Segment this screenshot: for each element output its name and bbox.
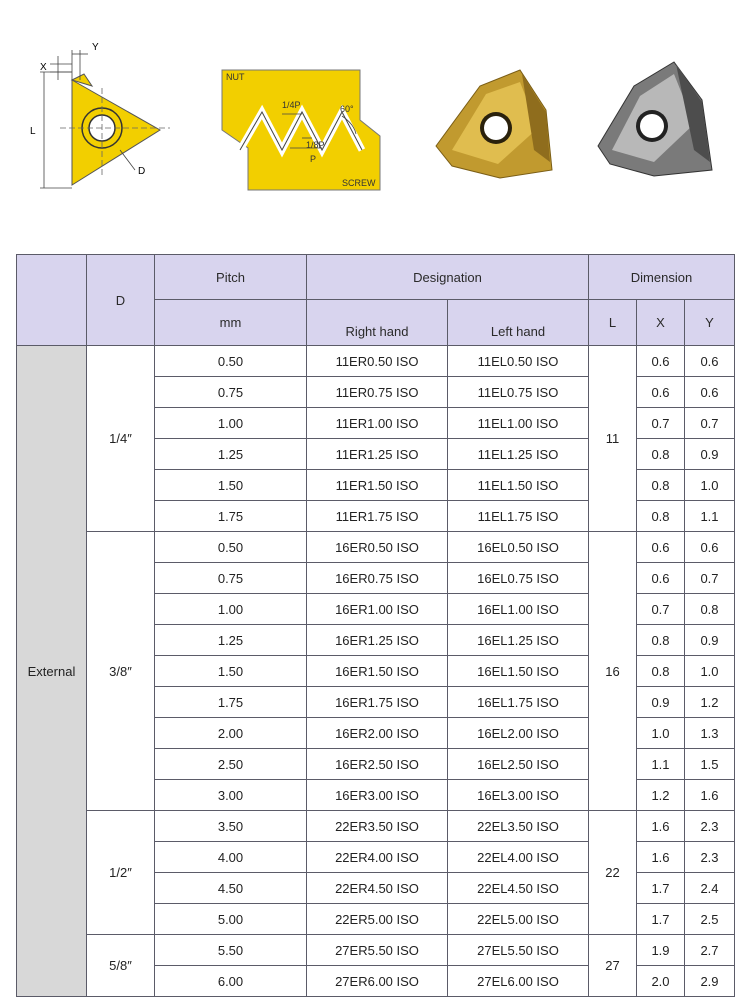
pitch-cell: 3.50 <box>155 811 307 842</box>
left-hand-cell: 11EL1.00 ISO <box>448 408 589 439</box>
right-hand-cell: 11ER1.25 ISO <box>307 439 448 470</box>
x-cell: 0.7 <box>637 594 685 625</box>
table-row <box>17 811 735 842</box>
left-hand-cell: 22EL4.00 ISO <box>448 842 589 873</box>
y-cell: 0.7 <box>685 563 735 594</box>
left-hand-cell: 16EL1.00 ISO <box>448 594 589 625</box>
left-hand-cell: 27EL6.00 ISO <box>448 966 589 997</box>
pitch-cell: 0.75 <box>155 563 307 594</box>
left-hand-cell: 11EL1.50 ISO <box>448 470 589 501</box>
angle-label: 60° <box>340 104 354 114</box>
y-cell: 1.2 <box>685 687 735 718</box>
pitch-cell: 5.00 <box>155 904 307 935</box>
x-cell: 0.6 <box>637 346 685 377</box>
left-hand-cell: 11EL0.50 ISO <box>448 346 589 377</box>
right-hand-cell: 22ER3.50 ISO <box>307 811 448 842</box>
pitch-cell: 1.25 <box>155 439 307 470</box>
x-cell: 0.7 <box>637 408 685 439</box>
y-cell: 1.5 <box>685 749 735 780</box>
table-body <box>17 346 735 997</box>
diameter-cell: 1/2″ <box>87 811 155 935</box>
dim-d-label: D <box>138 166 146 177</box>
dim-x-label: X <box>40 62 47 73</box>
x-cell: 1.1 <box>637 749 685 780</box>
left-hand-cell: 22EL5.00 ISO <box>448 904 589 935</box>
right-hand-cell: 16ER2.50 ISO <box>307 749 448 780</box>
pitch-label: P <box>310 154 317 164</box>
x-cell: 1.6 <box>637 811 685 842</box>
designation-header: Designation <box>307 255 589 300</box>
right-hand-cell: 16ER1.50 ISO <box>307 656 448 687</box>
pitch-cell: 4.50 <box>155 873 307 904</box>
right-hand-cell: 11ER1.50 ISO <box>307 470 448 501</box>
y-cell: 0.7 <box>685 408 735 439</box>
pitch-cell: 2.00 <box>155 718 307 749</box>
pitch-cell: 1.50 <box>155 470 307 501</box>
right-hand-cell: 11ER0.50 ISO <box>307 346 448 377</box>
x-cell: 1.9 <box>637 935 685 966</box>
l-cell: 11 <box>589 346 637 532</box>
right-hand-cell: 27ER6.00 ISO <box>307 966 448 997</box>
y-cell: 0.6 <box>685 346 735 377</box>
right-hand-cell: 22ER4.00 ISO <box>307 842 448 873</box>
pitch-cell: 2.50 <box>155 749 307 780</box>
nut-label: NUT <box>226 72 245 82</box>
left-hand-cell: 27EL5.50 ISO <box>448 935 589 966</box>
pitch-cell: 1.00 <box>155 408 307 439</box>
pitch-cell: 0.75 <box>155 377 307 408</box>
table-row <box>17 346 735 377</box>
y-cell: 0.9 <box>685 625 735 656</box>
right-hand-cell: 16ER1.25 ISO <box>307 625 448 656</box>
y-cell: 2.3 <box>685 842 735 873</box>
thread-profile-drawing <box>222 70 380 190</box>
right-hand-cell: 16ER0.75 ISO <box>307 563 448 594</box>
x-header: X <box>637 300 685 346</box>
y-cell: 2.7 <box>685 935 735 966</box>
y-cell: 1.6 <box>685 780 735 811</box>
category-header <box>17 255 87 346</box>
left-hand-cell: 16EL2.50 ISO <box>448 749 589 780</box>
diameter-cell: 3/8″ <box>87 532 155 811</box>
l-cell: 22 <box>589 811 637 935</box>
pitch-cell: 1.25 <box>155 625 307 656</box>
x-cell: 1.2 <box>637 780 685 811</box>
left-hand-cell: 16EL1.75 ISO <box>448 687 589 718</box>
y-cell: 0.8 <box>685 594 735 625</box>
silver-insert-image <box>598 62 712 176</box>
left-hand-cell: 16EL1.25 ISO <box>448 625 589 656</box>
l-header: L <box>589 300 637 346</box>
y-header: Y <box>685 300 735 346</box>
product-illustration-area <box>0 0 750 230</box>
pitch-cell: 1.50 <box>155 656 307 687</box>
screw-label: SCREW <box>342 178 376 188</box>
y-cell: 1.0 <box>685 470 735 501</box>
left-hand-cell: 11EL1.75 ISO <box>448 501 589 532</box>
x-cell: 0.8 <box>637 625 685 656</box>
x-cell: 0.8 <box>637 470 685 501</box>
d-header: D <box>87 255 155 346</box>
y-cell: 0.9 <box>685 439 735 470</box>
y-cell: 0.6 <box>685 377 735 408</box>
x-cell: 0.8 <box>637 439 685 470</box>
right-hand-cell: 16ER0.50 ISO <box>307 532 448 563</box>
left-hand-cell: 16EL0.50 ISO <box>448 532 589 563</box>
insert-dimension-drawing <box>30 42 170 188</box>
y-cell: 0.6 <box>685 532 735 563</box>
x-cell: 0.6 <box>637 532 685 563</box>
x-cell: 0.6 <box>637 377 685 408</box>
diameter-cell: 5/8″ <box>87 935 155 997</box>
left-hand-cell: 11EL1.25 ISO <box>448 439 589 470</box>
left-hand-cell: 16EL2.00 ISO <box>448 718 589 749</box>
x-cell: 0.8 <box>637 656 685 687</box>
right-hand-cell: 11ER1.00 ISO <box>307 408 448 439</box>
right-hand-header: Right hand <box>307 300 448 346</box>
right-hand-cell: 27ER5.50 ISO <box>307 935 448 966</box>
right-hand-cell: 16ER1.00 ISO <box>307 594 448 625</box>
dimension-header: Dimension <box>589 255 735 300</box>
y-cell: 2.3 <box>685 811 735 842</box>
right-hand-cell: 22ER4.50 ISO <box>307 873 448 904</box>
dim-l-label: L <box>30 126 36 137</box>
x-cell: 0.6 <box>637 563 685 594</box>
left-hand-cell: 22EL3.50 ISO <box>448 811 589 842</box>
y-cell: 2.4 <box>685 873 735 904</box>
table-row <box>17 532 735 563</box>
dim-y-label: Y <box>92 42 99 53</box>
right-hand-cell: 11ER1.75 ISO <box>307 501 448 532</box>
x-cell: 1.0 <box>637 718 685 749</box>
quarter-pitch-label: 1/4P <box>282 100 301 110</box>
x-cell: 1.7 <box>637 873 685 904</box>
pitch-cell: 1.75 <box>155 687 307 718</box>
y-cell: 1.1 <box>685 501 735 532</box>
pitch-cell: 1.75 <box>155 501 307 532</box>
pitch-cell: 5.50 <box>155 935 307 966</box>
right-hand-cell: 22ER5.00 ISO <box>307 904 448 935</box>
left-hand-header: Left hand <box>448 300 589 346</box>
y-cell: 2.5 <box>685 904 735 935</box>
left-hand-cell: 11EL0.75 ISO <box>448 377 589 408</box>
eighth-pitch-label: 1/8P <box>306 140 325 150</box>
x-cell: 2.0 <box>637 966 685 997</box>
pitch-cell: 0.50 <box>155 532 307 563</box>
right-hand-cell: 16ER1.75 ISO <box>307 687 448 718</box>
y-cell: 1.3 <box>685 718 735 749</box>
x-cell: 0.9 <box>637 687 685 718</box>
x-cell: 1.7 <box>637 904 685 935</box>
gold-insert-image <box>436 70 552 178</box>
thread-insert-spec-table <box>16 254 735 997</box>
right-hand-cell: 11ER0.75 ISO <box>307 377 448 408</box>
illustrations <box>0 0 750 230</box>
left-hand-cell: 16EL1.50 ISO <box>448 656 589 687</box>
diameter-cell: 1/4″ <box>87 346 155 532</box>
l-cell: 16 <box>589 532 637 811</box>
category-cell: External <box>17 346 87 997</box>
left-hand-cell: 16EL3.00 ISO <box>448 780 589 811</box>
pitch-cell: 0.50 <box>155 346 307 377</box>
table-row <box>17 935 735 966</box>
right-hand-cell: 16ER2.00 ISO <box>307 718 448 749</box>
pitch-cell: 6.00 <box>155 966 307 997</box>
x-cell: 1.6 <box>637 842 685 873</box>
left-hand-cell: 22EL4.50 ISO <box>448 873 589 904</box>
x-cell: 0.8 <box>637 501 685 532</box>
y-cell: 1.0 <box>685 656 735 687</box>
left-hand-cell: 16EL0.75 ISO <box>448 563 589 594</box>
pitch-unit-header: mm <box>155 300 307 346</box>
pitch-cell: 3.00 <box>155 780 307 811</box>
pitch-header: Pitch <box>155 255 307 300</box>
l-cell: 27 <box>589 935 637 997</box>
right-hand-cell: 16ER3.00 ISO <box>307 780 448 811</box>
y-cell: 2.9 <box>685 966 735 997</box>
pitch-cell: 4.00 <box>155 842 307 873</box>
pitch-cell: 1.00 <box>155 594 307 625</box>
